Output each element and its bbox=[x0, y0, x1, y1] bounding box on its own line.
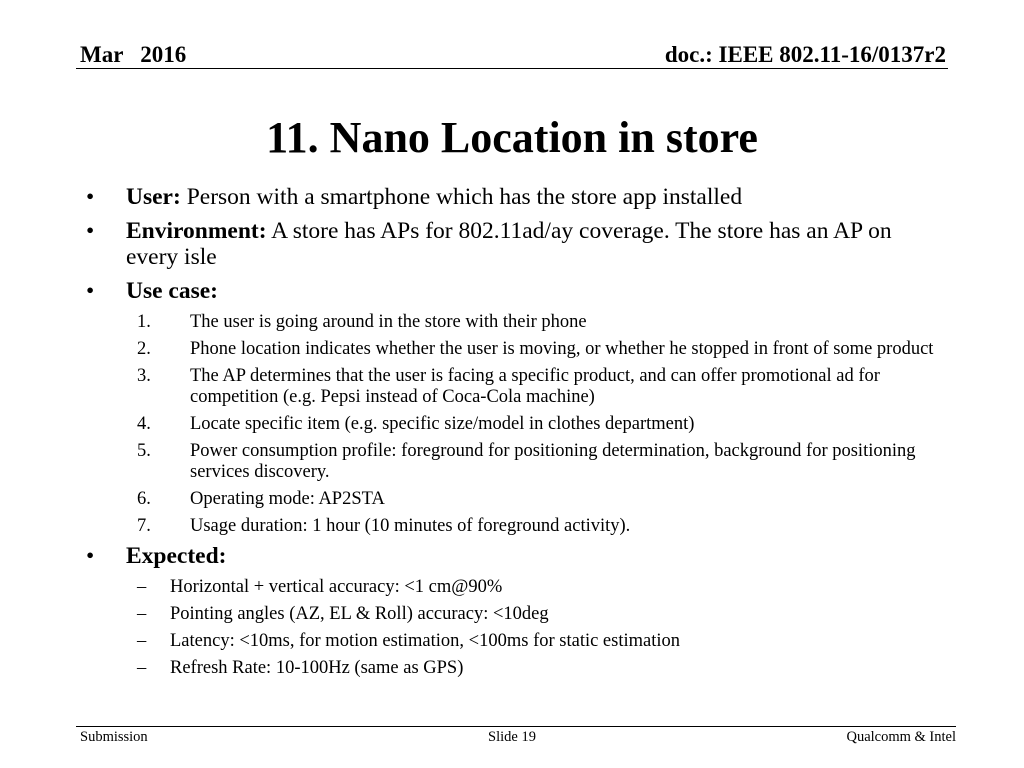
use-case-number: 7. bbox=[137, 516, 151, 536]
expected-item bbox=[0, 631, 960, 652]
bullet-marker: • bbox=[86, 278, 95, 304]
use-case-item bbox=[0, 366, 960, 408]
use-case-item bbox=[0, 516, 960, 537]
expected-text: Horizontal + vertical accuracy: <1 cm@90% bbox=[170, 577, 503, 597]
expected-item bbox=[0, 658, 960, 679]
header-divider bbox=[76, 68, 948, 69]
use-case-item bbox=[0, 441, 960, 483]
use-case-number: 2. bbox=[137, 339, 151, 359]
use-case-text: Locate specific item (e.g. specific size/model in clothes department) bbox=[190, 414, 695, 434]
dash-marker: – bbox=[137, 658, 147, 678]
bullet-marker: • bbox=[86, 543, 95, 569]
use-case-text: Usage duration: 1 hour (10 minutes of foreground activity). bbox=[190, 516, 631, 536]
expected-text: Pointing angles (AZ, EL & Roll) accuracy: <10deg bbox=[170, 604, 549, 624]
bullet-environment-text: A store has APs for 802.11ad/ay coverage. The store has an AP on every isle bbox=[126, 218, 892, 270]
use-case-number: 5. bbox=[137, 441, 151, 461]
bullet-user bbox=[0, 184, 946, 210]
use-case-number: 3. bbox=[137, 366, 151, 386]
footer-slide-number: Slide 19 bbox=[488, 729, 536, 745]
header-doc-id: doc.: IEEE 802.11-16/0137r2 bbox=[664, 42, 946, 67]
bullet-use-case bbox=[0, 278, 946, 304]
footer-submission: Submission bbox=[80, 729, 148, 745]
dash-marker: – bbox=[137, 577, 147, 597]
header-date: Mar 2016 bbox=[80, 42, 187, 67]
bullet-user-text: Person with a smartphone which has the store app installed bbox=[180, 184, 743, 210]
expected-item bbox=[0, 604, 960, 625]
use-case-text: Phone location indicates whether the user is moving, or whether he stopped in front of some product bbox=[190, 339, 934, 359]
use-case-item bbox=[0, 489, 960, 510]
bullet-environment-label: Environment: bbox=[126, 218, 267, 244]
bullet-expected bbox=[0, 543, 946, 569]
use-case-text: Power consumption profile: foreground for positioning determination, background for positioning services discovery. bbox=[190, 441, 916, 482]
use-case-text: The user is going around in the store with their phone bbox=[190, 312, 587, 332]
slide-title: 11. Nano Location in store bbox=[266, 113, 758, 162]
expected-item bbox=[0, 577, 960, 598]
use-case-item bbox=[0, 312, 960, 333]
slide-body bbox=[0, 184, 1024, 685]
bullet-user-label: User: bbox=[126, 184, 181, 210]
bullet-use-case-label: Use case: bbox=[126, 278, 219, 304]
use-case-item bbox=[0, 414, 960, 435]
bullet-expected-label: Expected: bbox=[126, 543, 227, 569]
footer-authors: Qualcomm & Intel bbox=[846, 729, 956, 745]
use-case-number: 4. bbox=[137, 414, 151, 434]
bullet-marker: • bbox=[86, 184, 95, 210]
expected-list bbox=[0, 577, 1024, 679]
footer-divider bbox=[76, 726, 956, 727]
bullet-marker: • bbox=[86, 218, 95, 244]
use-case-text: The AP determines that the user is facing a specific product, and can offer promotional ad for competition (e.g. Pepsi instead of Coca-Cola machine) bbox=[190, 366, 880, 407]
use-case-text: Operating mode: AP2STA bbox=[190, 489, 385, 509]
use-case-number: 1. bbox=[137, 312, 151, 332]
expected-text: Latency: <10ms, for motion estimation, <100ms for static estimation bbox=[170, 631, 681, 651]
dash-marker: – bbox=[137, 631, 147, 651]
use-case-list bbox=[0, 312, 1024, 537]
dash-marker: – bbox=[137, 604, 147, 624]
expected-text: Refresh Rate: 10-100Hz (same as GPS) bbox=[170, 658, 464, 678]
use-case-number: 6. bbox=[137, 489, 151, 509]
bullet-environment bbox=[0, 218, 946, 270]
use-case-item bbox=[0, 339, 960, 360]
